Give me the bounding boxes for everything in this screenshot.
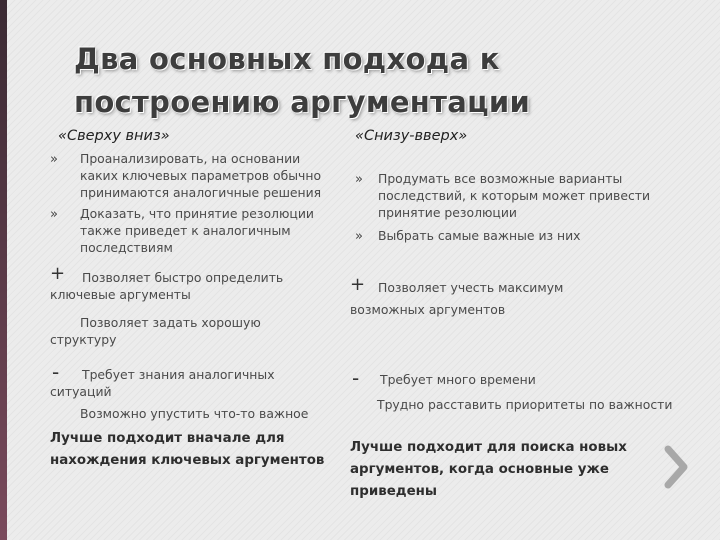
right-plus-sign: + [350, 274, 366, 295]
right-con-2: Трудно расставить приоритеты по важности [377, 397, 673, 412]
left-conclusion: Лучше подходит вначале для нахождения ключевых аргументов [50, 431, 325, 468]
left-con-1: Требует знания аналогичных ситуаций [50, 367, 275, 399]
right-bullet-1-marker: » [355, 172, 363, 187]
left-bullet-1-marker: » [50, 152, 58, 167]
right-minus-sign: - [352, 366, 360, 390]
slide-title [74, 38, 530, 124]
left-bullet-2: Доказать, что принятие резолюции также приведет к аналогичным последствиям [80, 206, 314, 255]
left-bullet-2-marker: » [50, 207, 58, 222]
right-bullet-2-marker: » [355, 229, 363, 244]
right-con-1: Требует много времени [380, 372, 536, 387]
left-heading: «Сверху вниз» [58, 128, 170, 144]
left-bullet-1: Проанализировать, на основании каких ключевых параметров обычно принимаются аналогичные решения [80, 151, 322, 200]
left-accent-bar [0, 0, 7, 540]
right-heading: «Снизу-вверх» [355, 128, 468, 144]
title-line-2: построению аргументации [74, 85, 531, 119]
chevron-right-icon[interactable] [662, 444, 690, 490]
right-bullet-1: Продумать все возможные варианты последствий, к которым может привести принятие резолюции [378, 171, 651, 220]
right-pro-1: Позволяет учесть максимум возможных аргументов [350, 280, 564, 317]
left-pro-2: Позволяет задать хорошую структуру [50, 315, 261, 347]
left-con-2: Возможно упустить что-то важное [80, 406, 309, 421]
right-bullet-2: Выбрать самые важные из них [378, 228, 581, 243]
left-plus-sign: + [50, 263, 66, 284]
title-line-1: Два основных подхода к [74, 42, 500, 76]
left-minus-sign: - [52, 360, 60, 384]
left-pro-1: Позволяет быстро определить ключевые аргументы [50, 270, 284, 302]
right-conclusion: Лучше подходит для поиска новых аргументов, когда основные уже приведены [350, 440, 627, 499]
